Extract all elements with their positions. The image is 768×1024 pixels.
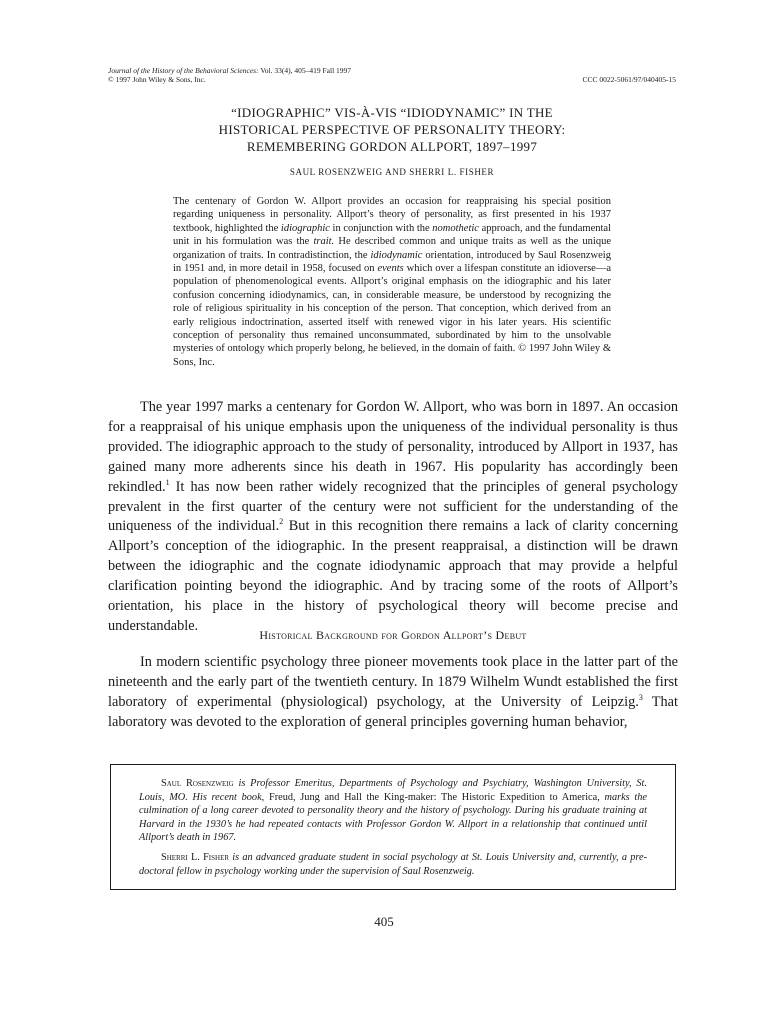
abstract-term: idiodynamic (370, 249, 423, 261)
paragraph-text: It has now been rather widely recognized that the principles of general psychology prevalent in the first quarter of the century were not sufficient for the understanding of the uniqueness of the individual. (108, 478, 678, 535)
author-bio: is Professor Emeritus, Departments of Psychology and Psychiatry, Washington University, St. Louis, MO. His recent book, (139, 778, 647, 803)
journal-name: Journal of the History of the Behavioral Sciences: (108, 66, 259, 75)
background-section (108, 653, 678, 733)
footnote-ref: 1 (165, 477, 170, 487)
author-name: Saul Rosenzweig (161, 778, 234, 789)
page-number: 405 (374, 914, 394, 929)
author-bio: marks the culmination of a long career devoted to personality theory and the history of psychology. During his graduate training at Harvard in the 1930’s he had repeated contacts with Professor Gordon W. Allport in a relationship that continued until Allport’s death in 1967. (139, 791, 647, 844)
author-notes-box (110, 764, 676, 890)
title-line-3: REMEMBERING GORDON ALLPORT, 1897–1997 (246, 139, 538, 154)
author-note-rosenzweig (139, 777, 647, 845)
abstract-text: The centenary of Gordon W. Allport provides an occasion for reappraising his special position regarding uniqueness in personality. Allport’s theory of personality, as first presented in his 1937 textbook, highlighted the (173, 196, 611, 234)
intro-section (108, 398, 678, 637)
journal-header (108, 66, 351, 84)
abstract-term: idiographic (280, 222, 330, 234)
article-title (108, 104, 676, 155)
abstract-text: orientation, introduced by Saul Rosenzweig in 1951 and, in more detail in 1958, focused on (173, 249, 611, 275)
paragraph-text: In modern scientific psychology three pioneer movements took place in the latter part of the nineteenth and the early part of the twentieth century. In 1879 Wilhelm Wundt established the first laboratory of experimental (physiological) psychology, at the University of Leipzig. (108, 654, 678, 710)
body-paragraph (108, 653, 678, 733)
abstract-term: nomothetic (432, 222, 479, 234)
journal-volume: Vol. 33(4), 405–419 Fall 1997 (258, 66, 352, 75)
abstract-text: in conjunction with the (329, 222, 433, 234)
paragraph-text: That laboratory was devoted to the exploration of general principles governing human behavior, (108, 693, 679, 730)
abstract-text: approach, and the fundamental unit in his formulation was the (173, 222, 612, 248)
paragraph-text: The year 1997 marks a centenary for Gordon W. Allport, who was born in 1897. An occasion for a reappraisal of his unique emphasis upon the uniqueness of the individual personality is thus provided. The idiographic approach to the study of personality, introduced by Allport in 1937, has gained many more adherents since his death in 1967. His popularity has accordingly been rekindled. (108, 399, 678, 495)
title-line-2: HISTORICAL PERSPECTIVE OF PERSONALITY THEORY: (218, 122, 566, 137)
abstract (173, 195, 611, 369)
copyright-line: © 1997 John Wiley & Sons, Inc. (108, 75, 206, 84)
book-title: Freud, Jung and Hall the King-maker: The Historic Expedition to America, (268, 791, 600, 803)
footnote-ref: 3 (638, 693, 643, 703)
abstract-term: events (377, 263, 404, 275)
author-bio: is an advanced graduate student in social psychology at St. Louis University and, currently, a pre-doctoral fellow in psychology working under the supervision of Saul Rosenzweig. (139, 851, 647, 877)
ccc-code: CCC 0022-5061/97/040405-15 (582, 75, 676, 84)
section-heading: Historical Background for Gordon Allport’s Debut (259, 628, 527, 642)
abstract-text: He described common and unique traits as well as the unique organization of traits. In contradistinction, the (173, 236, 611, 261)
author-note-fisher (139, 851, 647, 878)
footnote-ref: 2 (279, 517, 284, 527)
abstract-term: trait. (313, 236, 335, 248)
author-name: Sherri L. Fisher (161, 851, 230, 863)
abstract-text: which over a lifespan constitute an idioverse—a population of phenomenological events. Allport’s original emphasis on the idiographic and his later confusion concerning idiodynamics, can, in considerable measure, be understood by recognizing the role of religious spirituality in his conception of the person. That conception, which derived from an early religious indoctrination, asserted itself with renewed vigor in his later years. His scientific conception of personality thus remained unconsummated, subordinated by him to the unsolvable mysteries of ontology which properly belong, he believed, in the domain of faith. © 1997 John Wiley & Sons, Inc. (173, 263, 611, 368)
journal-citation (108, 66, 351, 75)
title-line-1: “IDIOGRAPHIC” VIS-À-VIS “IDIODYNAMIC” IN THE (231, 105, 553, 120)
authors: SAUL ROSENZWEIG AND SHERRI L. FISHER (289, 167, 495, 177)
body-paragraph (108, 398, 678, 637)
paragraph-text: But in this recognition there remains a lack of clarity concerning Allport’s conception of the idiographic. In the present reappraisal, a distinction will be drawn between the idiographic and the cognate idiodynamic approach that may provide a helpful clarification pointing beyond the idiographic. And by tracing some of the roots of Allport’s orientation, his place in the history of psychological theory will become precise and understandable. (108, 518, 678, 634)
